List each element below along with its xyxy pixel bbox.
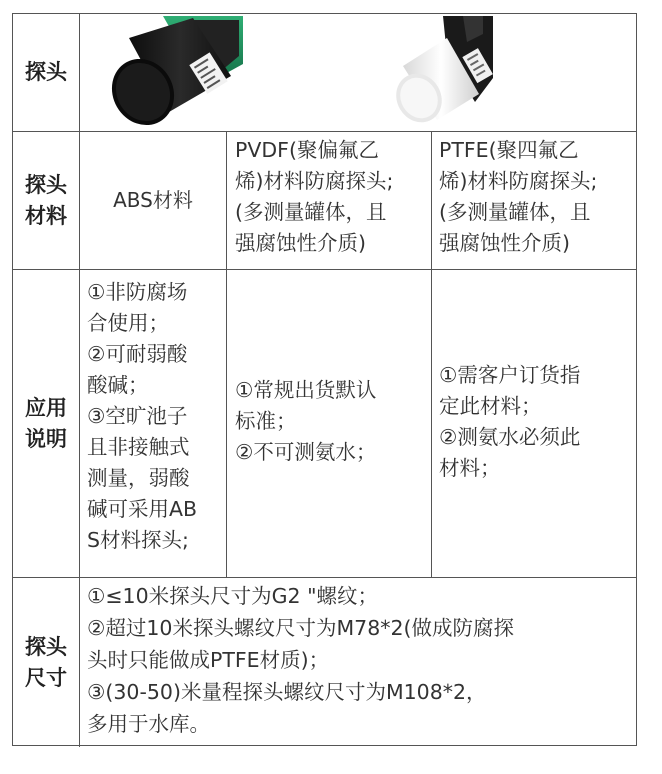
row-label-probe: 探头 bbox=[25, 60, 67, 84]
size-notes-cell: ①≤10米探头尺寸为G2 "螺纹； ②超过10米探头螺纹尺寸为M78*2(做成防腐探 头时只能做成PTFE材质)； ③(30-50)米量程探头螺纹尺寸为M108*2， 多用于水库。 bbox=[87, 584, 515, 736]
abs-material-cell: ABS材料 bbox=[113, 188, 193, 212]
row-label-material: 探头 材料 bbox=[25, 172, 67, 228]
pvdf-material-cell: PVDF(聚偏氟乙 烯)材料防腐探头; (多测量罐体，且 强腐蚀性介质) bbox=[235, 138, 394, 255]
ptfe-probe-icon bbox=[383, 16, 513, 129]
column-divider bbox=[79, 14, 80, 747]
row-divider bbox=[13, 269, 636, 270]
abs-usage-cell: ①非防腐场 合使用； ②可耐弱酸 酸碱； ③空旷池子 且非接触式 测量，弱酸 碱可采用AB S材料探头; bbox=[87, 280, 198, 552]
ptfe-material-cell: PTFE(聚四氟乙 烯)材料防腐探头; (多测量罐体，且 强腐蚀性介质) bbox=[439, 138, 598, 255]
row-label-usage: 应用 说明 bbox=[25, 395, 67, 451]
row-label-size: 探头 尺寸 bbox=[25, 634, 67, 690]
spec-table bbox=[12, 13, 637, 746]
column-divider bbox=[431, 131, 432, 577]
ptfe-probe-image bbox=[383, 16, 513, 129]
ptfe-usage-cell: ①需客户订货指 定此材料； ②测氨水必须此 材料； bbox=[439, 363, 581, 480]
pvdf-usage-cell: ①常规出货默认 标准； ②不可测氨水； bbox=[235, 378, 377, 464]
abs-probe-icon bbox=[93, 16, 243, 129]
abs-probe-image bbox=[93, 16, 243, 129]
row-divider bbox=[13, 577, 636, 578]
